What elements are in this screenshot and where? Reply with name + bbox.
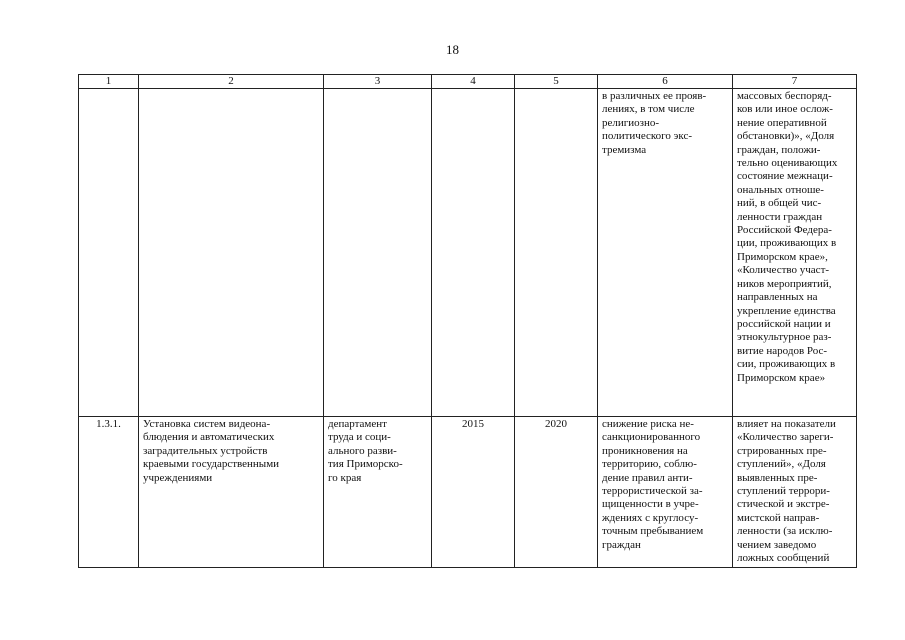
text-line: витие народов Рос- [737,344,828,357]
column-header-2: 2 [139,75,324,89]
column-header-4: 4 [432,75,515,89]
text-line: точным пребыванием [602,525,704,538]
text-line: труда и соци- [328,431,391,444]
text-line: стрированных пре- [737,444,827,457]
measures-table [78,74,857,568]
row-number-cell: 1.3.1. [79,417,139,568]
executor-cell [324,89,432,417]
text-line: «Количество зареги- [737,431,834,444]
text-line: этнокультурное раз- [737,331,832,344]
text-line: тия Приморско- [328,458,403,471]
text-line: тремизма [602,143,647,156]
text-line: снижение риска не- [602,418,694,430]
text-line: сии, проживающих в [737,358,836,371]
text-line: ников мероприятий, [737,277,832,290]
text-line: блюдения и автоматических [143,431,275,444]
text-line: щищенности в учре- [602,498,699,511]
text-line: лениях, в том числе [602,103,695,116]
text-line: краевыми государственными [143,458,280,471]
text-line: массовых беспоряд- [737,90,832,102]
column-header-1: 1 [79,75,139,89]
column-header-3: 3 [324,75,432,89]
text-line: обстановки)», «Доля [737,130,835,143]
row-number-cell [79,89,139,417]
text-line: стической и экстре- [737,498,830,511]
text-line: «Количество участ- [737,264,830,277]
text-line: влияет на показатели [737,418,836,430]
text-line: чением заведомо [737,538,817,551]
measure-name-cell [139,417,324,568]
text-line: нение оперативной [737,116,827,129]
text-line: укрепление единства [737,304,836,317]
text-line: ков или иное ослож- [737,103,833,116]
text-line: граждан [602,538,641,551]
text-line: ний, в общей чис- [737,197,822,210]
text-line: учреждениями [143,471,213,484]
indicator-link-cell [733,89,857,417]
text-line: дение правил анти- [602,471,693,484]
text-line: ступлений террори- [737,485,830,498]
start-year-cell: 2015 [432,417,515,568]
measure-name-cell [139,89,324,417]
start-year-cell [432,89,515,417]
text-line: заградительных устройств [143,444,268,457]
text-line: террористической за- [602,485,703,498]
indicator-link-cell [733,417,857,568]
text-line: в различных ее прояв- [602,90,707,102]
text-line: департамент [328,418,387,430]
text-line: Российской Федера- [737,224,832,237]
text-line: ональных отноше- [737,183,824,196]
text-line: ленности (за исклю- [737,525,833,538]
executor-cell [324,417,432,568]
text-line: Установка систем видеона- [143,418,271,430]
text-line: Приморском крае», [737,250,828,263]
column-header-6: 6 [598,75,733,89]
page-number: 18 [446,42,459,57]
text-line: территорию, соблю- [602,458,697,471]
text-line: го края [328,471,362,484]
text-line: проникновения на [602,444,688,457]
text-line: политического экс- [602,130,692,143]
column-header-5: 5 [515,75,598,89]
text-line: состояние межнаци- [737,170,833,183]
table-row [79,89,857,417]
text-line: религиозно- [602,116,660,129]
text-line: ждениях с круглосу- [602,511,699,524]
text-line: ленности граждан [737,210,823,223]
text-line: ального разви- [328,444,397,457]
text-line: выявленных пре- [737,471,818,484]
text-line: Приморском крае» [737,371,826,384]
end-year-cell: 2020 [515,417,598,568]
expected-result-cell [598,89,733,417]
text-line: направленных на [737,291,818,304]
text-line: мистской направ- [737,511,820,524]
column-header-7: 7 [733,75,857,89]
table-header-row [79,75,857,89]
text-line: ступлений», «Доля [737,458,826,471]
text-line: тельно оценивающих [737,157,838,170]
text-line: российской нации и [737,317,831,330]
text-line: ции, проживающих в [737,237,837,250]
expected-result-cell [598,417,733,568]
text-line: граждан, положи- [737,143,821,156]
text-line: санкционированного [602,431,701,444]
table-row [79,417,857,568]
text-line: ложных сообщений [737,552,830,565]
end-year-cell [515,89,598,417]
